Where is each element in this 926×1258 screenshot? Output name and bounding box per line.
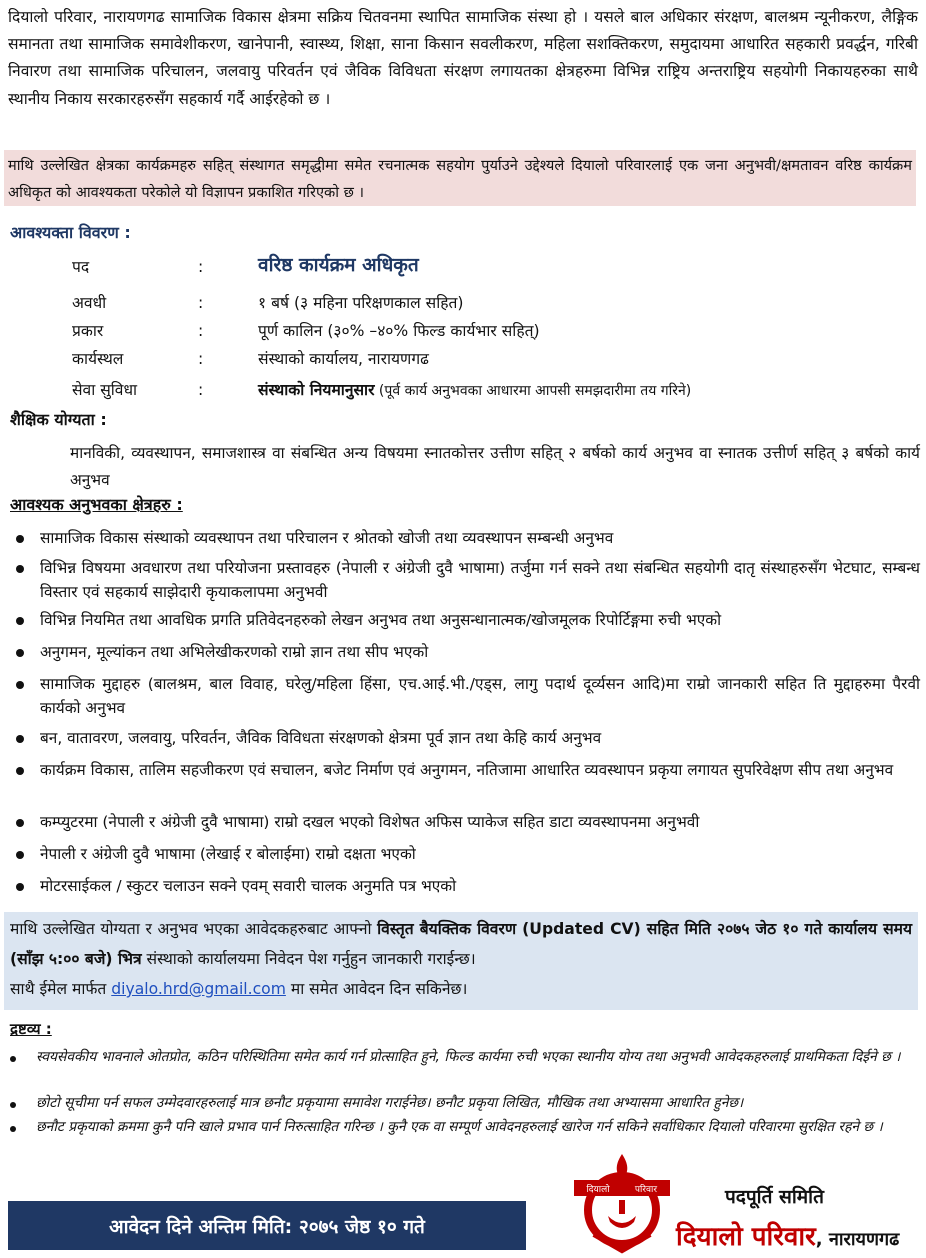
purpose-box: माथि उल्लेखित क्षेत्रका कार्यक्रमहरु सहित् संस्थागत समृद्धीमा समेत रचनात्मक सहयोग पुर्याउने उद्देश्यले दियालो परिवारलाई एक जना अनुभवी/क्षमतावन वरिष्ठ कार्यक्रम अधिकृत को आवश्यकता परेकोले यो विज्ञापन प्रकाशित गरिएको छ । bbox=[4, 150, 916, 206]
application-box bbox=[4, 912, 918, 1010]
bullet-icon bbox=[16, 535, 24, 543]
education-text: मानविकी, व्यवस्थापन, समाजशास्त्र वा संबन्धित अन्य विषयमा स्नातकोत्तर उत्तीण सहित् २ बर्षको कार्य अनुभव वा स्नातक उत्तीर्ण सहित् ३ बर्षको कार्य अनुभव bbox=[70, 444, 920, 489]
email-prefix: साथै ईमेल मार्फत bbox=[10, 980, 112, 998]
bullet-icon bbox=[16, 565, 24, 573]
row-label: पद bbox=[72, 258, 90, 276]
row-label: अवधी bbox=[72, 294, 107, 312]
application-text-2: संस्थाको कार्यालयमा निवेदन पेश गर्नुहुन जानकारी गराईन्छ। bbox=[141, 950, 476, 968]
list-item: विभिन्न नियमित तथा आवधिक प्रगति प्रतिवेदनहरुको लेखन अनुभव तथा अनुसन्धानात्मक/खोजमूलक रिपोर्टिङ्गमा रुची भएको bbox=[40, 611, 722, 629]
organization-place: , नारायणगढ bbox=[815, 1229, 900, 1250]
bullet-icon bbox=[10, 1056, 16, 1062]
bullet-icon bbox=[16, 617, 24, 625]
note-item: स्वयसेवकीय भावनाले ओतप्रोत, कठिन परिस्थितिमा समेत कार्य गर्न प्रोत्साहित हुने, फिल्ड कार्यमा रुची भएका स्थानीय योग्य तथा अनुभवी आवेदकहरुलाई प्राथमिकता दिईने छ । bbox=[36, 1049, 901, 1065]
bullet-icon bbox=[16, 767, 24, 775]
bullet-icon bbox=[16, 649, 24, 657]
requirement-heading: आवश्यक्ता विवरण : bbox=[10, 223, 131, 242]
row-label: प्रकार bbox=[72, 322, 104, 340]
bullet-icon bbox=[16, 819, 24, 827]
row-label: सेवा सुविधा bbox=[72, 381, 138, 399]
bullet-icon bbox=[16, 883, 24, 891]
application-text-bold: विस्तृत बैयक्तिक विवरण (Updated CV) सहित मिति २०७५ जेठ १० गते कार्यालय समय (साँझ ५:०० बजे) भित्र bbox=[10, 920, 912, 968]
email-link[interactable]: diyalo.hrd@gmail.com bbox=[111, 980, 286, 998]
intro-paragraph: दियालो परिवार, नारायणगढ सामाजिक विकास क्षेत्रमा सक्रिय चितवनमा स्थापित सामाजिक संस्था हो । यसले बाल अधिकार संरक्षण, बालश्रम न्यूनीकरण, लैङ्गिक समानता तथा सामाजिक समावेशीकरण, खानेपानी, स्वास्थ्य, शिक्षा, साना किसान सवलीकरण, महिला सशक्तिकरण, समुदायमा आधारित सहकारी प्रवर्द्धन, गरिबी निवारण तथा सामाजिक परिचालन, जलवायु परिवर्तन एवं जैविक विविधता संरक्षण लगायतका क्षेत्रहरुमा विभिन्न राष्ट्रिय अन्तराष्ट्रिय सहयोगी निकायहरुका साथै स्थानीय निकाय सरकारहरुसँग सहकार्य गर्दै आईरहेको छ । bbox=[8, 8, 918, 108]
list-item: कम्प्युटरमा (नेपाली र अंग्रेजी दुवै भाषामा) राम्रो दखल भएको विशेषत अफिस प्याकेज सहित डाटा व्यवस्थापनमा अनुभवी bbox=[40, 813, 700, 831]
row-colon: : bbox=[198, 381, 204, 399]
logo-text-right: परिवार bbox=[634, 1185, 658, 1195]
deadline-banner: आवेदन दिने अन्तिम मिति: २०७५ जेष्ठ १० गते bbox=[8, 1201, 526, 1250]
bullet-icon bbox=[16, 851, 24, 859]
list-item: नेपाली र अंग्रेजी दुवै भाषामा (लेखाई र बोलाईमा) राम्रो दक्षता भएको bbox=[40, 845, 416, 863]
list-item: मोटरसाईकल / स्कुटर चलाउन सक्ने एवम् सवारी चालक अनुमति पत्र भएको bbox=[40, 877, 457, 895]
list-item: बन, वातावरण, जलवायु, परिवर्तन, जैविक विविधता संरक्षणको क्षेत्रमा पूर्व ज्ञान तथा केहि कार्य अनुभव bbox=[40, 729, 602, 747]
list-item: सामाजिक विकास संस्थाको व्यवस्थापन तथा परिचालन र श्रोतको खोजी तथा व्यवस्थापन सम्बन्धी अनुभव bbox=[40, 529, 614, 547]
row-label: कार्यस्थल bbox=[72, 350, 124, 368]
row-value: १ बर्ष (३ महिना परिक्षणकाल सहित) bbox=[258, 294, 464, 312]
bullet-icon bbox=[10, 1102, 16, 1108]
row-colon: : bbox=[198, 294, 204, 312]
bullet-icon bbox=[16, 681, 24, 689]
logo-text-left: दियालो bbox=[586, 1185, 610, 1195]
row-colon: : bbox=[198, 258, 204, 276]
list-item: कार्यक्रम विकास, तालिम सहजीकरण एवं सचालन, बजेट निर्माण एवं अनुगमन, नतिजामा आधारित व्यवस्थापन प्रकृया लगायत सुपरिवेक्षण सीप तथा अनुभव bbox=[40, 761, 894, 779]
application-text-1: माथि उल्लेखित योग्यता र अनुभव भएका आवेदकहरुबाट आफ्नो bbox=[10, 920, 378, 938]
list-item: सामाजिक मुद्दाहरु (बालश्रम, बाल विवाह, घरेलु/महिला हिंसा, एच.आई.भी./एड्स, लागु पदार्थ दूर्व्यसन आदि)मा राम्रो जानकारी सहित ति मुद्दाहरुमा पैरवी कार्यको अनुभव bbox=[40, 675, 920, 717]
list-item: अनुगमन, मूल्यांकन तथा अभिलेखीकरणको राम्रो ज्ञान तथा सीप भएको bbox=[40, 643, 429, 661]
note-item: छोटो सूचीमा पर्न सफल उम्मेदवारहरुलाई मात्र छनौट प्रकृयामा समावेश गराईनेछ। छनौट प्रकृया लिखित, मौखिक तथा अभ्यासमा आधारित हुनेछ। bbox=[36, 1095, 744, 1111]
benefits-bold: संस्थाको नियमानुसार bbox=[258, 381, 375, 399]
list-item: विभिन्न विषयमा अवधारण तथा परियोजना प्रस्तावहरु (नेपाली र अंग्रेजी दुवै भाषामा) तर्जुमा गर्न सक्ने तथा संबन्धित सहयोगी दातृ संस्थाहरुसँग भेटघाट, सम्बन्ध विस्तार एवं सहकार्य साझेदारी कृयाकलापमा अनुभवी bbox=[40, 559, 920, 601]
bullet-icon bbox=[16, 735, 24, 743]
benefits-rest: (पूर्व कार्य अनुभवका आधारमा आपसी समझदारीमा तय गरिने) bbox=[374, 383, 692, 399]
organization-name: दियालो परिवार bbox=[676, 1222, 816, 1252]
diyalo-logo-icon bbox=[572, 1150, 672, 1254]
row-value: पूर्ण कालिन (३०% –४०% फिल्ड कार्यभार सहित्) bbox=[258, 322, 540, 340]
row-colon: : bbox=[198, 350, 204, 368]
education-heading: शैक्षिक योग्यता : bbox=[10, 410, 107, 429]
email-suffix: मा समेत आवेदन दिन सकिनेछ। bbox=[285, 980, 468, 998]
note-item: छनौट प्रकृयाको क्रममा कुनै पनि खाले प्रभाव पार्न निरुत्साहित गरिन्छ । कुनै एक वा सम्पूर्ण आवेदनहरुलाई खारेज गर्न सकिने सर्वाधिकार दियालो परिवारमा सुरक्षित रहने छ । bbox=[36, 1119, 883, 1135]
committee-name: पदपूर्ति समिति bbox=[725, 1186, 824, 1208]
row-value bbox=[258, 377, 691, 404]
row-value: संस्थाको कार्यालय, नारायणगढ bbox=[258, 350, 429, 368]
row-colon: : bbox=[198, 322, 204, 340]
organization-signature bbox=[676, 1217, 899, 1253]
bullet-icon bbox=[10, 1126, 16, 1132]
notes-heading: द्रष्टव्य : bbox=[10, 1020, 52, 1038]
experience-heading: आवश्यक अनुभवका क्षेत्रहरु : bbox=[10, 495, 183, 514]
post-title: वरिष्ठ कार्यक्रम अधिकृत bbox=[258, 254, 419, 276]
